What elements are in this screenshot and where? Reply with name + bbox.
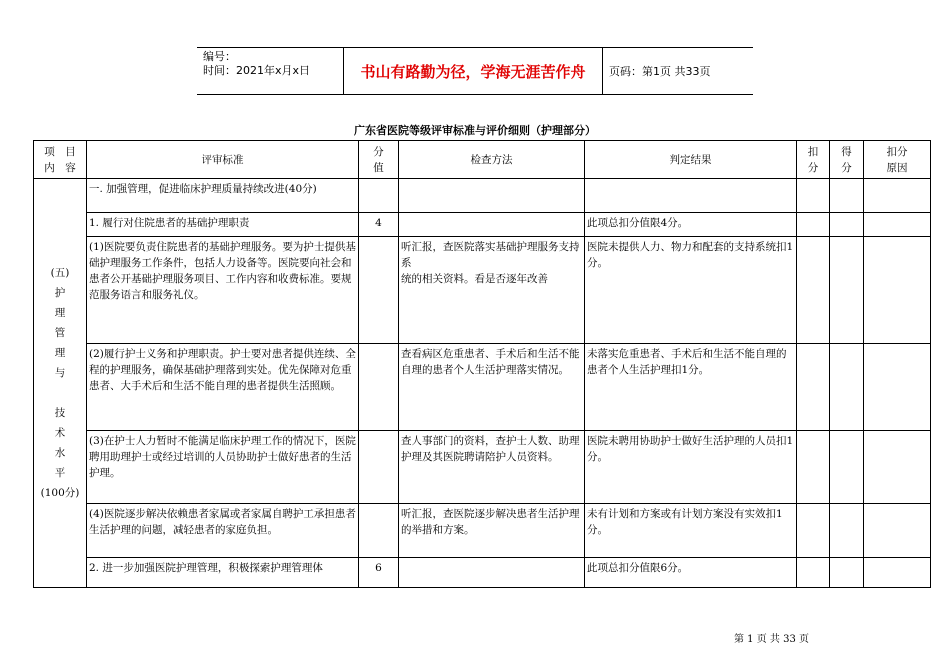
row-method: 查人事部门的资料，查护士人数、助理护理及其医院聘请陪护人员资料。 [399, 431, 585, 504]
row-got [830, 431, 864, 504]
criteria-table [33, 140, 931, 588]
row-method: 听汇报，查医院逐步解决患者生活护理的举措和方案。 [399, 504, 585, 558]
row-score: 4 [359, 213, 399, 237]
row-reason [864, 504, 931, 558]
row-got [830, 558, 864, 588]
row-standard: (2)履行护士义务和护理职责。护士要对患者提供连续、全程的护理服务，确保基础护理落到实处。优先保障对危重患者、大手术后和生活不能自理的患者提供生活照顾。 [87, 344, 359, 431]
row-deduct [797, 431, 830, 504]
row-result [585, 179, 797, 213]
section-label: (五) 护 理 管 理 与 技 术 水 平 (100分) [34, 179, 87, 588]
row-result: 此项总扣分值限4分。 [585, 213, 797, 237]
row-reason [864, 213, 931, 237]
row-deduct [797, 213, 830, 237]
document-header [197, 47, 753, 95]
row-result: 此项总扣分值限6分。 [585, 558, 797, 588]
row-standard: 2. 进一步加强医院护理管理，积极探索护理管理体 [87, 558, 359, 588]
row-score: 6 [359, 558, 399, 588]
row-score [359, 431, 399, 504]
row-got [830, 213, 864, 237]
row-deduct [797, 344, 830, 431]
row-standard: (1)医院要负责住院患者的基础护理服务。要为护士提供基础护理服务工作条件，包括人力设备等。医院要向社会和患者公开基础护理服务项目、工作内容和收费标准。要规范服务语言和服务礼仪。 [87, 237, 359, 344]
row-reason [864, 431, 931, 504]
row-got [830, 237, 864, 344]
row-method: 听汇报，查医院落实基础护理服务支持系 统的相关资料。看是否逐年改善 [399, 237, 585, 344]
row-method [399, 213, 585, 237]
table-row [34, 344, 931, 431]
page-label: 页码：第1页 共33页 [609, 65, 711, 78]
row-method [399, 558, 585, 588]
row-deduct [797, 558, 830, 588]
row-standard: 一. 加强管理，促进临床护理质量持续改进(40分) [87, 179, 359, 213]
header-standard: 评审标准 [87, 141, 359, 179]
document-title: 广东省医院等级评审标准与评价细则（护理部分） [354, 124, 596, 137]
table-row [34, 504, 931, 558]
row-score [359, 237, 399, 344]
row-reason [864, 237, 931, 344]
row-reason [864, 344, 931, 431]
table-row [34, 179, 931, 213]
row-score [359, 179, 399, 213]
row-score [359, 504, 399, 558]
table-header-row [34, 141, 931, 179]
header-reason: 扣分 原因 [864, 141, 931, 179]
row-standard: (4)医院逐步解决依赖患者家属或者家属自聘护工承担患者生活护理的问题，减轻患者的家庭负担。 [87, 504, 359, 558]
page-footer: 第 1 页 共 33 页 [734, 634, 809, 645]
row-got [830, 179, 864, 213]
row-got [830, 344, 864, 431]
table-row [34, 213, 931, 237]
header-method: 检查方法 [399, 141, 585, 179]
header-score: 分 值 [359, 141, 399, 179]
motto: 书山有路勤为径，学海无涯苦作舟 [343, 48, 603, 94]
row-result: 医院未提供人力、物力和配套的支持系统扣1分。 [585, 237, 797, 344]
row-result: 未落实危重患者、手术后和生活不能自理的患者个人生活护理扣1分。 [585, 344, 797, 431]
header-item: 项 目 内 容 [34, 141, 87, 179]
row-deduct [797, 504, 830, 558]
table-row [34, 558, 931, 588]
row-method [399, 179, 585, 213]
header-deduct: 扣 分 [797, 141, 830, 179]
row-deduct [797, 179, 830, 213]
header-meta [203, 50, 310, 78]
table-row [34, 431, 931, 504]
row-method: 查看病区危重患者、手术后和生活不能自理的患者个人生活护理落实情况。 [399, 344, 585, 431]
code-label: 编号： [203, 50, 236, 63]
row-got [830, 504, 864, 558]
row-standard: 1. 履行对住院患者的基础护理职责 [87, 213, 359, 237]
time-label: 时间：2021年x月x日 [203, 64, 311, 77]
header-result: 判定结果 [585, 141, 797, 179]
row-reason [864, 558, 931, 588]
row-deduct [797, 237, 830, 344]
row-reason [864, 179, 931, 213]
row-standard: (3)在护士人力暂时不能满足临床护理工作的情况下，医院聘用助理护士或经过培训的人员协助护士做好患者的生活护理。 [87, 431, 359, 504]
header-got: 得 分 [830, 141, 864, 179]
row-result: 医院未聘用协助护士做好生活护理的人员扣1分。 [585, 431, 797, 504]
table-row [34, 237, 931, 344]
row-score [359, 344, 399, 431]
row-result: 未有计划和方案或有计划方案没有实效扣1分。 [585, 504, 797, 558]
